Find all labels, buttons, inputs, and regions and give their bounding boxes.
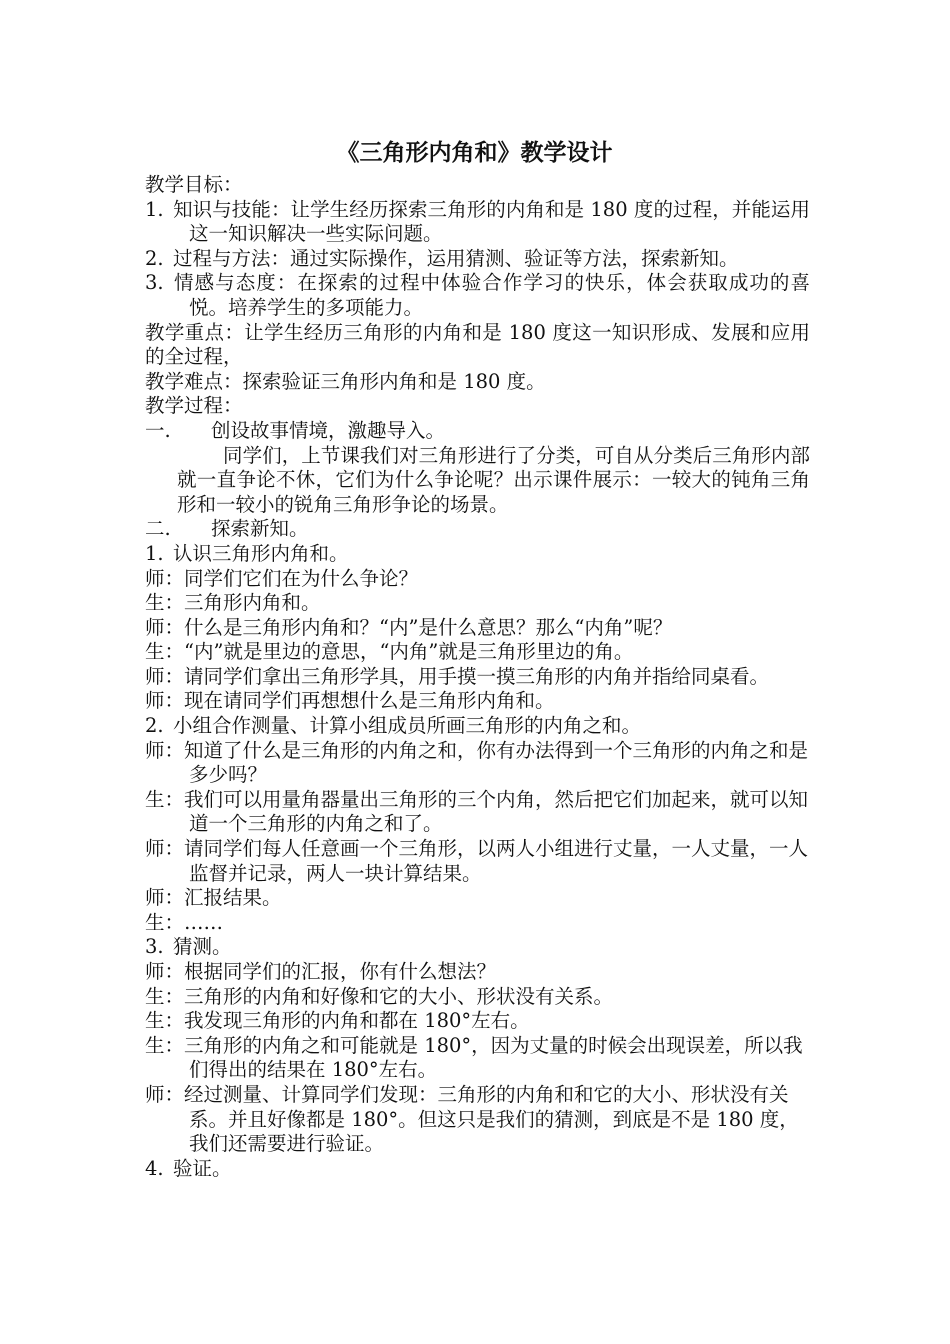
document-title: 《三角形内角和》教学设计 xyxy=(336,140,613,166)
step-title: 创设故事情境，激趣导入。 xyxy=(211,418,446,442)
objective-item xyxy=(145,198,810,247)
process-heading: 教学过程： xyxy=(145,394,243,418)
dialogue-line: 师：请同学们拿出三角形学具，用手摸一摸三角形的内角并指给同桌看。 xyxy=(145,664,770,688)
dialogue-line: 师：根据同学们的汇报，你有什么想法？ xyxy=(145,960,497,983)
objective-text: 情感与态度：在探索的过程中体验合作学习的快乐，体会获取成功的喜悦。培养学生的多项能力。 xyxy=(173,271,810,319)
subsection-number: 4. xyxy=(145,1156,164,1180)
subsection-number: 3. xyxy=(145,935,164,959)
step-number: 一. xyxy=(145,418,171,442)
difficulty: 教学难点：探索验证三角形内角和是 180 度。 xyxy=(145,369,546,393)
objective-item xyxy=(145,247,810,272)
step-heading xyxy=(145,517,810,542)
dialogue-line: 生：“内”就是里边的意思，“内角”就是三角形里边的角。 xyxy=(145,640,634,664)
subsection-heading xyxy=(145,714,810,739)
subsection-heading xyxy=(145,542,810,567)
dialogue-line: 师：经过测量、计算同学们发现：三角形的内角和和它的大小、形状没有关系。并且好像都是 180°。但这只是我们的猜测，到底是不是 180 度，我们还需要进行验证。 xyxy=(145,1082,799,1156)
dialogue-line: 生：三角形的内角之和可能就是 180°，因为丈量的时候会出现误差，所以我们得出的结果在 180°左右。 xyxy=(145,1033,803,1082)
objective-item xyxy=(145,271,810,320)
dialogue-line: 师：现在请同学们再想想什么是三角形内角和。 xyxy=(145,689,555,713)
step-paragraph: 同学们，上节课我们对三角形进行了分类，可自从分类后三角形内部就一直争论不休，它们为什么争论呢？出示课件展示：一较大的钝角三角形和一较小的锐角三角形争论的场景。 xyxy=(177,443,810,516)
subsection-number: 2. xyxy=(145,714,164,738)
step-heading xyxy=(145,419,810,444)
subsection-heading xyxy=(145,935,810,960)
subsection-title: 小组合作测量、计算小组成员所画三角形的内角之和。 xyxy=(173,714,642,738)
document-body xyxy=(145,140,810,1181)
step-number: 二. xyxy=(145,517,171,541)
subsection-title: 认识三角形内角和。 xyxy=(173,541,349,565)
dialogue-line: 生：我们可以用量角器量出三角形的三个内角，然后把它们加起来，就可以知道一个三角形的内角之和了。 xyxy=(145,787,809,836)
dialogue-line: 师：知道了什么是三角形的内角之和，你有办法得到一个三角形的内角之和是多少吗？ xyxy=(145,738,809,787)
subsection-title: 验证。 xyxy=(173,1156,232,1180)
objective-number: 2. xyxy=(145,246,164,270)
subsection-heading xyxy=(145,1157,810,1182)
dialogue-line: 师：汇报结果。 xyxy=(145,886,282,910)
dialogue-line: 师：同学们它们在为什么争论？ xyxy=(145,566,419,590)
dialogue-line: 师：什么是三角形内角和？“内”是什么意思？那么“内角”呢？ xyxy=(145,615,673,639)
dialogue-line: 生：…… xyxy=(145,910,224,934)
dialogue-line: 生：三角形内角和。 xyxy=(145,591,321,615)
objective-number: 3. xyxy=(145,271,164,295)
key-point: 教学重点：让学生经历三角形的内角和是 180 度这一知识形成、发展和应用的全过程， xyxy=(145,320,810,369)
objective-text: 过程与方法：通过实际操作，运用猜测、验证等方法，探索新知。 xyxy=(173,246,739,270)
objective-text: 知识与技能：让学生经历探索三角形的内角和是 180 度的过程，并能运用这一知识解决一些实际问题。 xyxy=(173,197,810,246)
dialogue-line: 生：我发现三角形的内角和都在 180°左右。 xyxy=(145,1009,530,1033)
subsection-title: 猜测。 xyxy=(173,935,232,959)
subsection-number: 1. xyxy=(145,541,164,565)
step-title: 探索新知。 xyxy=(211,517,309,541)
dialogue-line: 生：三角形的内角和好像和它的大小、形状没有关系。 xyxy=(145,984,614,1008)
objectives-heading: 教学目标： xyxy=(145,173,243,196)
objective-number: 1. xyxy=(145,197,164,221)
dialogue-line: 师：请同学们每人任意画一个三角形，以两人小组进行丈量，一人丈量，一人监督并记录，两人一块计算结果。 xyxy=(145,837,809,885)
